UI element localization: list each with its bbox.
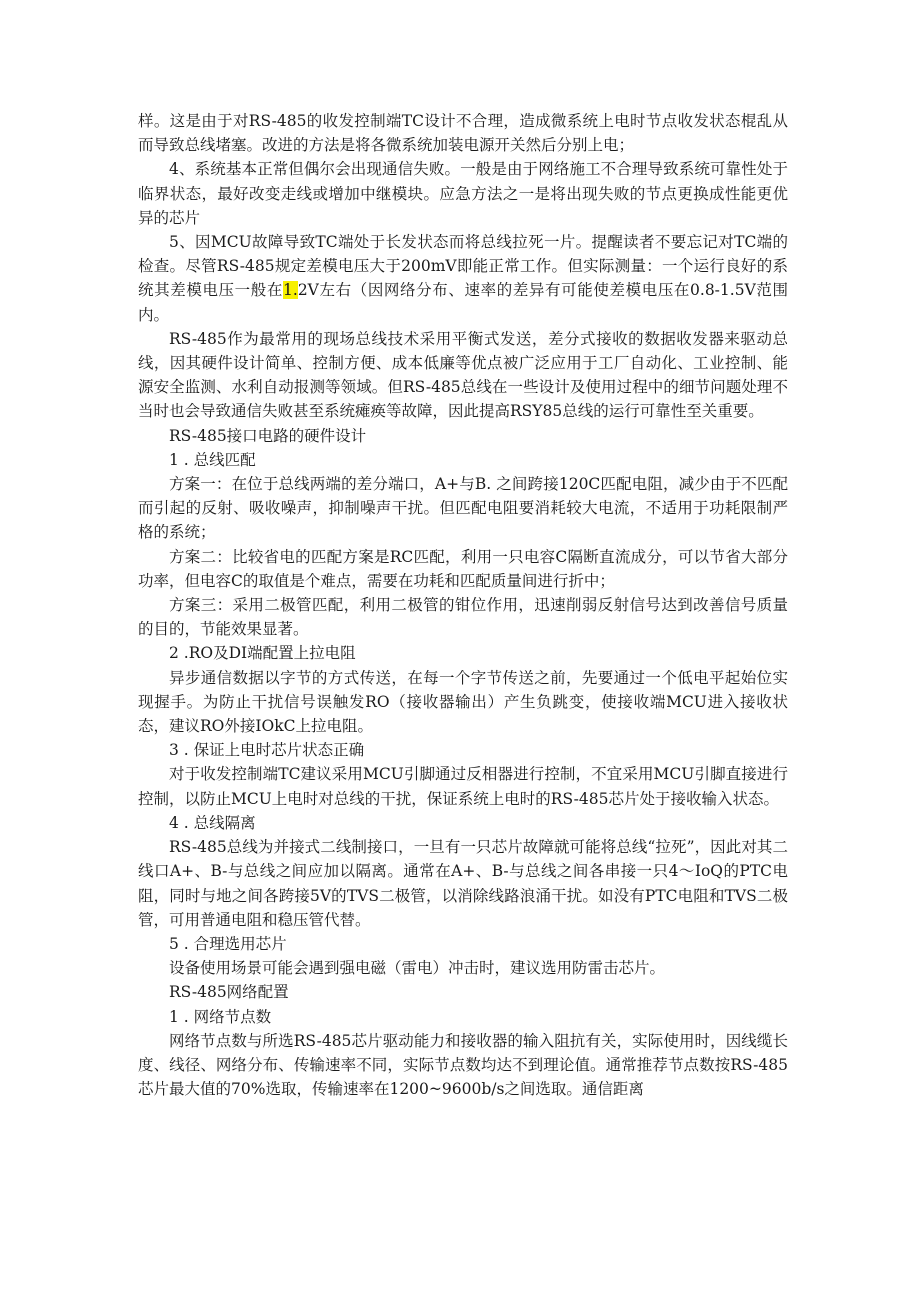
paragraph: 设备使用场景可能会遇到强电磁（雷电）冲击时，建议选用防雷击芯片。 <box>169 959 666 978</box>
paragraph: 方案一：在位于总线两端的差分端口，A+与B. 之间跨接120C匹配电阻，减少由于不匹配而引起的反射、吸收噪声，抑制噪声干扰。但匹配电阻要消耗较大电流，不适用于功耗限制严格的系统； <box>138 475 788 542</box>
subsection-heading: 4 . 总线隔离 <box>169 813 256 832</box>
subsection-heading: 2 .RO及DI端配置上拉电阻 <box>169 644 356 663</box>
subsection-heading: 3 . 保证上电时芯片状态正确 <box>169 741 365 760</box>
paragraph-text: 5、因MCU故障导致TC端处于长发状态而将总线拉死一片。提醒读者不要忘记对TC端的检查。尽管RS-485规定差模电压大于200mV即能正常工作。但实际测量：一个运行良好的系统其差模电压一般在 <box>138 233 788 300</box>
section-heading: RS-485接口电路的硬件设计 <box>169 426 367 445</box>
document-page <box>138 109 788 1101</box>
highlighted-text: 1. <box>283 281 298 300</box>
paragraph: 异步通信数据以字节的方式传送，在每一个字节传送之前，先要通过一个低电平起始位实现握手。为防止干扰信号误触发RO（接收器输出）产生负跳变，使接收端MCU进入接收状态，建议RO外接IOkC上拉电阻。 <box>138 668 788 736</box>
paragraph: 网络节点数与所选RS-485芯片驱动能力和接收器的输入阻抗有关，实际使用时，因线缆长度、线径、网络分布、传输速率不同，实际节点数均达不到理论值。通常推荐节点数按RS-485芯片最大值的70%选取，传输速率在1200~9600b/s之间选取。通信距离 <box>138 1031 788 1099</box>
subsection-heading: 1 . 总线匹配 <box>169 450 256 469</box>
paragraph: RS-485作为最常用的现场总线技术采用平衡式发送，差分式接收的数据收发器来驱动总线，因其硬件设计简单、控制方便、成本低廉等优点被广泛应用于工厂自动化、工业控制、能源安全监测、水利自动报测等领域。但RS-485总线在一些设计及使用过程中的细节问题处理不当时也会导致通信失败甚至系统瘫痪等故障，因此提高RSY85总线的运行可靠性至关重要。 <box>138 329 788 421</box>
section-heading: RS-485网络配置 <box>169 983 289 1002</box>
paragraph: 样。这是由于对RS-485的收发控制端TC设计不合理，造成微系统上电时节点收发状态棍乱从而导致总线堵塞。改进的方法是将各微系统加装电源开关然后分别上电； <box>138 112 788 155</box>
paragraph: RS-485总线为并接式二线制接口，一旦有一只芯片故障就可能将总线“拉死”，因此对其二线口A+、B-与总线之间应加以隔离。通常在A+、B-与总线之间各串接一只4～IoQ的PTC电阻，同时与地之间各跨接5V的TVS二极管，以消除线路浪涌干扰。如没有PTC电阻和TVS二极管，可用普通电阻和稳压管代替。 <box>138 838 788 929</box>
subsection-heading: 1 . 网络节点数 <box>169 1007 272 1026</box>
subsection-heading: 5 . 合理选用芯片 <box>169 934 287 953</box>
paragraph-with-highlight <box>138 230 788 327</box>
paragraph: 4、系统基本正常但偶尔会出现通信失败。一般是由于网络施工不合理导致系统可靠性处于临界状态，最好改变走线或增加中继模块。应急方法之一是将出现失败的节点更换成性能更优异的芯片 <box>138 160 788 227</box>
paragraph-text: 2V左右（因网络分布、速率的差异有可能使差模电压在0.8-1.5V范围内。 <box>138 281 788 324</box>
paragraph: 方案二：比较省电的匹配方案是RC匹配，利用一只电容C隔断直流成分，可以节省大部分功率，但电容C的取值是个难点，需要在功耗和匹配质量间进行折中； <box>138 547 788 590</box>
paragraph: 方案三：采用二极管匹配，利用二极管的钳位作用，迅速削弱反射信号达到改善信号质量的目的，节能效果显著。 <box>138 596 788 639</box>
paragraph: 对于收发控制端TC建议采用MCU引脚通过反相器进行控制，不宜采用MCU引脚直接进行控制，以防止MCU上电时对总线的干扰，保证系统上电时的RS-485芯片处于接收输入状态。 <box>138 765 788 808</box>
